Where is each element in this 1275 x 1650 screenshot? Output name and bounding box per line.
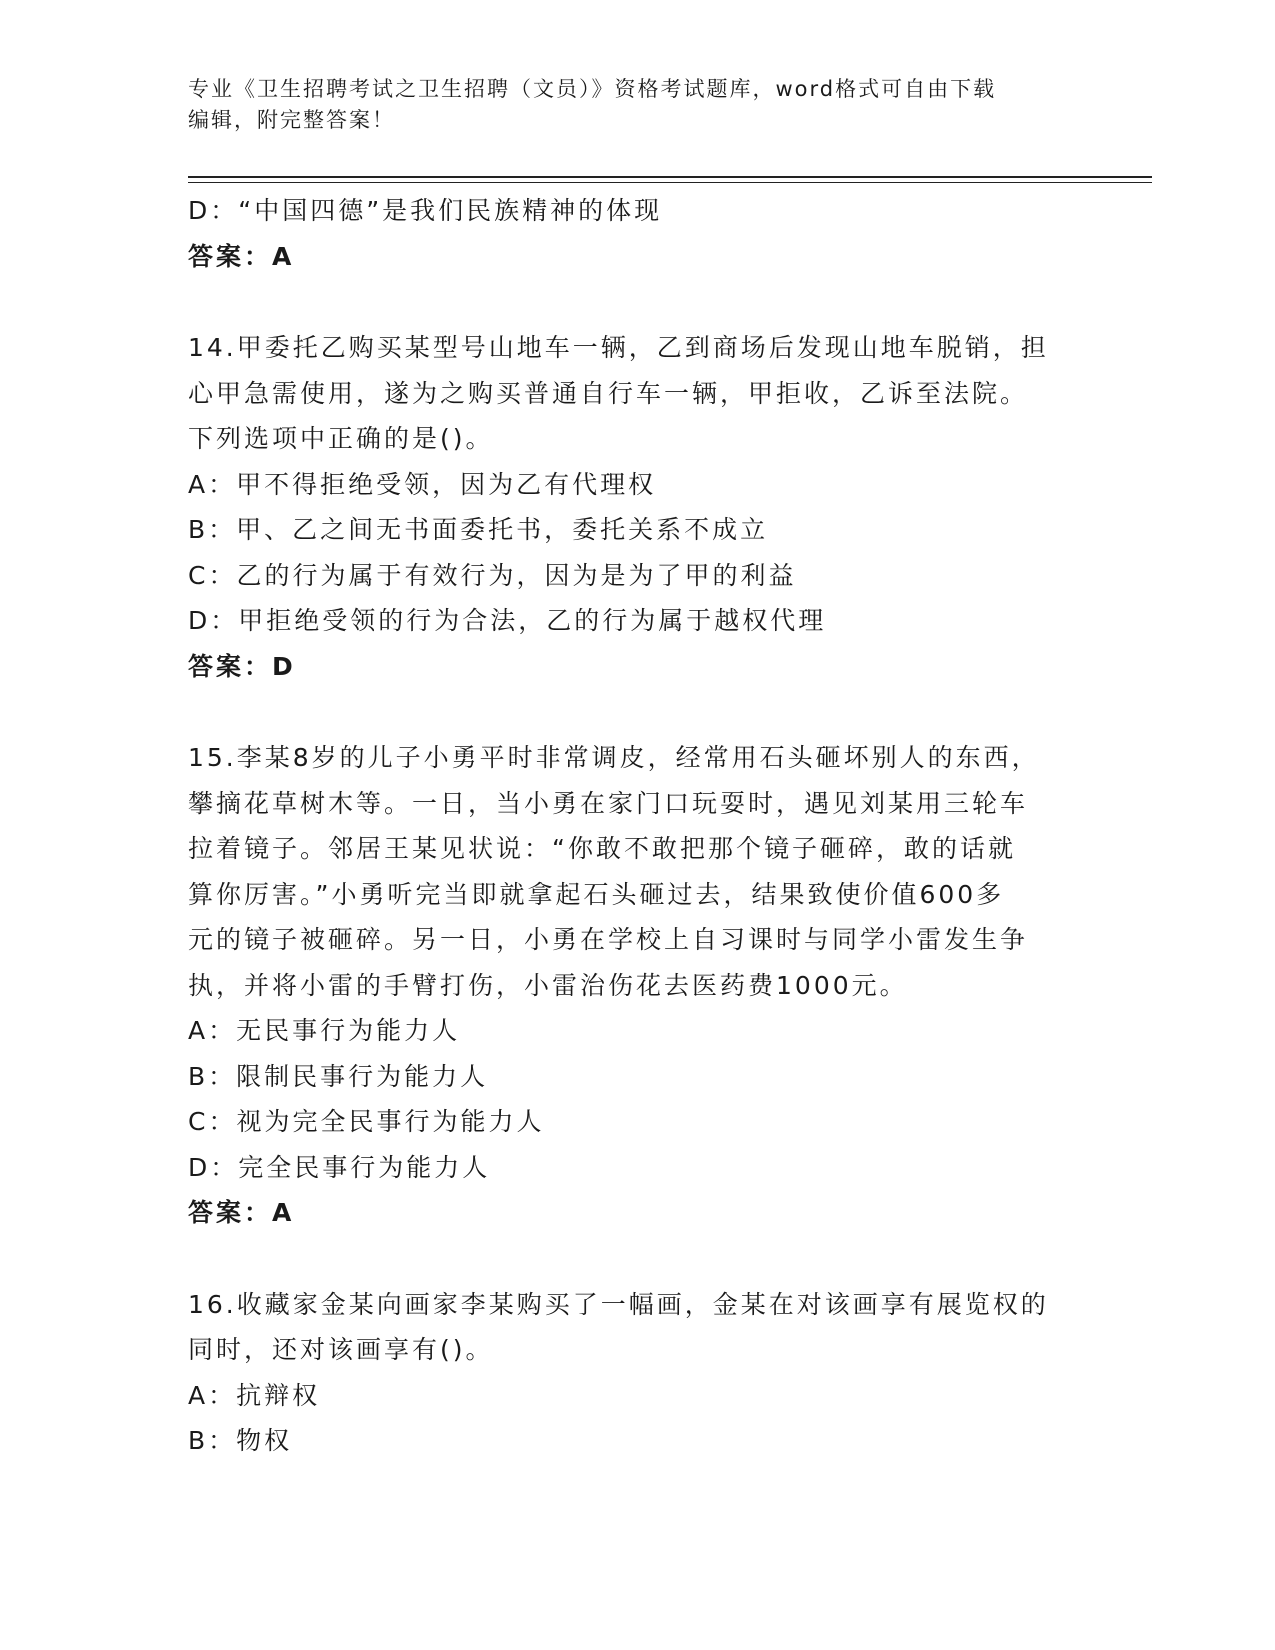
answer: 答案：D bbox=[188, 651, 296, 681]
spacer bbox=[188, 1236, 1088, 1282]
stem-line: 算你厉害。”小勇听完当即就拿起石头砸过去，结果致使价值600多 bbox=[188, 879, 1005, 909]
option-c: C：乙的行为属于有效行为，因为是为了甲的利益 bbox=[188, 560, 797, 590]
question-stem bbox=[188, 1282, 1088, 1373]
stem-line: 14.甲委托乙购买某型号山地车一辆，乙到商场后发现山地车脱销，担 bbox=[188, 333, 1049, 362]
option-c: C：视为完全民事行为能力人 bbox=[188, 1107, 545, 1136]
question-16 bbox=[188, 1282, 1088, 1464]
option-b: B：甲、乙之间无书面委托书，委托关系不成立 bbox=[188, 515, 769, 544]
question-content bbox=[188, 188, 1088, 1464]
stem-line: 同时，还对该画享有()。 bbox=[188, 1335, 494, 1364]
header-line-2: 编辑，附完整答案！ bbox=[188, 108, 395, 132]
stem-line: 拉着镜子。邻居王某见状说：“你敢不敢把那个镜子砸碎，敢的话就 bbox=[188, 834, 1016, 863]
spacer bbox=[188, 689, 1088, 735]
stem-line: 16.收藏家金某向画家李某购买了一幅画，金某在对该画享有展览权的 bbox=[188, 1289, 1049, 1319]
question-13-tail bbox=[188, 188, 1088, 279]
stem-line: 攀摘花草树木等。一日，当小勇在家门口玩耍时，遇见刘某用三轮车 bbox=[188, 788, 1029, 818]
option-a: A：无民事行为能力人 bbox=[188, 1016, 461, 1045]
stem-line: 15.李某8岁的儿子小勇平时非常调皮，经常用石头砸坏别人的东西， bbox=[188, 743, 1040, 772]
spacer bbox=[188, 279, 1088, 325]
question-stem bbox=[188, 735, 1088, 1008]
header-divider-thick bbox=[188, 176, 1152, 178]
answer: 答案：A bbox=[188, 241, 295, 271]
stem-line: 心甲急需使用，遂为之购买普通自行车一辆，甲拒收，乙诉至法院。 bbox=[188, 378, 1029, 408]
option-d: D：完全民事行为能力人 bbox=[188, 1152, 491, 1182]
option-a: A：抗辩权 bbox=[188, 1380, 321, 1410]
option-b: B：限制民事行为能力人 bbox=[188, 1061, 489, 1091]
question-15 bbox=[188, 735, 1088, 1236]
document-header bbox=[188, 74, 1068, 136]
option-b: B：物权 bbox=[188, 1426, 293, 1455]
option-d: D：“中国四德”是我们民族精神的体现 bbox=[188, 196, 663, 225]
question-stem bbox=[188, 325, 1088, 462]
answer: 答案：A bbox=[188, 1198, 295, 1227]
question-14 bbox=[188, 325, 1088, 689]
stem-line: 下列选项中正确的是()。 bbox=[188, 424, 494, 453]
stem-line: 元的镜子被砸碎。另一日，小勇在学校上自习课时与同学小雷发生争 bbox=[188, 925, 1029, 954]
header-divider-thin bbox=[188, 182, 1152, 183]
stem-line: 执，并将小雷的手臂打伤，小雷治伤花去医药费1000元。 bbox=[188, 970, 908, 1000]
option-d: D：甲拒绝受领的行为合法，乙的行为属于越权代理 bbox=[188, 606, 827, 635]
header-line-1: 专业《卫生招聘考试之卫生招聘（文员）》资格考试题库，word格式可自由下载 bbox=[188, 77, 997, 101]
option-a: A：甲不得拒绝受领，因为乙有代理权 bbox=[188, 469, 657, 499]
